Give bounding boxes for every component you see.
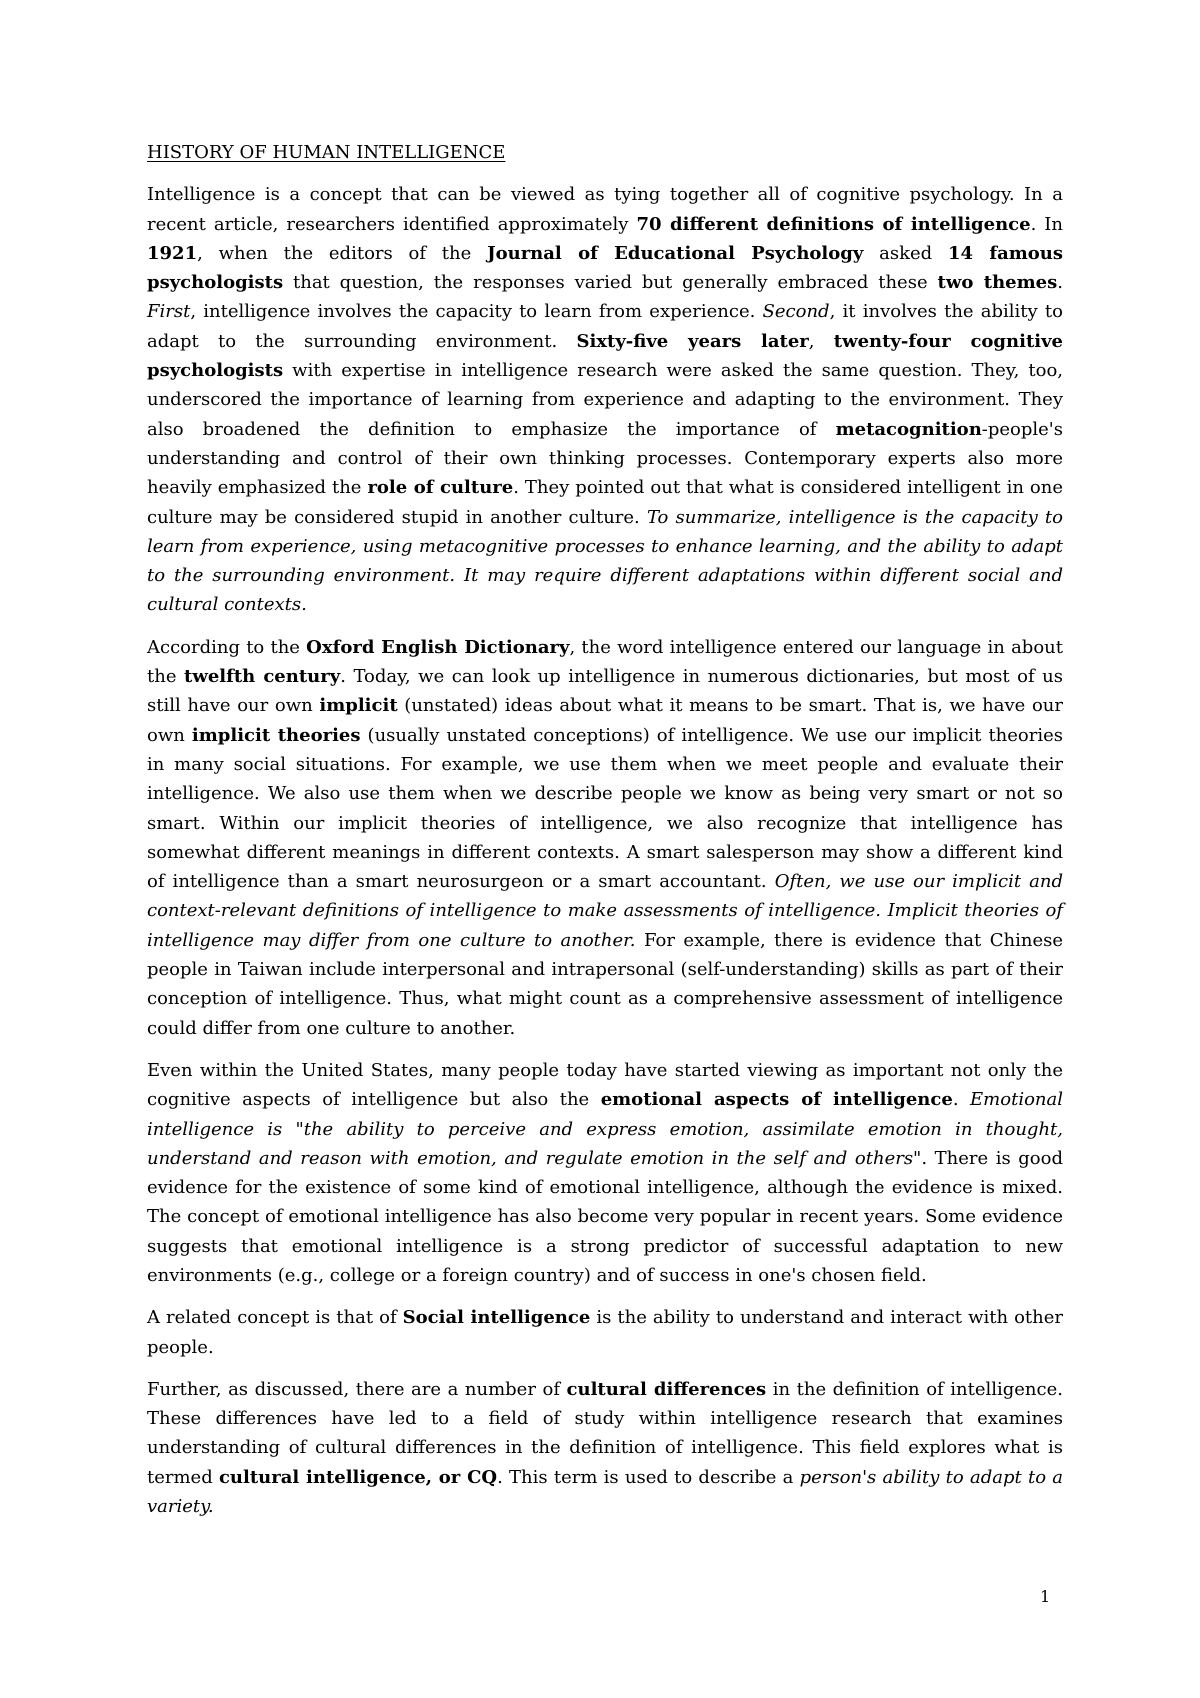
bold-text: Oxford English Dictionary bbox=[306, 636, 570, 658]
italic-text: First bbox=[147, 301, 191, 323]
bold-text: cultural intelligence, or CQ bbox=[218, 1466, 498, 1488]
paragraph-intro bbox=[147, 180, 1063, 619]
body-text: For example, there is evidence that Chinese people in Taiwan include interpersonal and intrapersonal (self-understanding) skills as part of their conception of intelligence. Thus, what might count as a comprehensive assessment of intelligence could differ from one culture to another. bbox=[147, 929, 1063, 1039]
body-text: According to the bbox=[147, 636, 307, 658]
body-text: , it involves the ability to adapt to the surrounding environment. bbox=[147, 301, 1063, 352]
body-text: is the ability to understand and interact with other people. bbox=[147, 1307, 1064, 1358]
body-text: -people's understanding and control of their own thinking processes. Contemporary experts also more heavily emphasized the bbox=[147, 418, 1063, 499]
body-text: A related concept is that of bbox=[147, 1307, 403, 1329]
bold-text: role of culture bbox=[367, 477, 514, 499]
bold-text: implicit bbox=[319, 695, 398, 717]
body-text: . They pointed out that what is considered intelligent in one culture may be considered stupid in another culture. bbox=[147, 477, 1063, 528]
bold-text: implicit theories bbox=[191, 724, 361, 746]
page-number: 1 bbox=[1040, 1587, 1051, 1606]
document-title: HISTORY OF HUMAN INTELLIGENCE bbox=[147, 142, 506, 163]
body-text: . bbox=[952, 1089, 971, 1111]
body-text: , when the editors of the bbox=[197, 242, 488, 264]
paragraph-social-intelligence bbox=[147, 1303, 1063, 1362]
body-text: . Today, we can look up intelligence in numerous dictionaries, but most of us still have our own bbox=[147, 666, 1064, 717]
body-text: (usually unstated conceptions) of intelligence. We use our implicit theories in many social situations. For example, we use them when we meet people and evaluate their intelligence. We also use them when we describe people we know as being very smart or not so smart. Within our implicit theories of intelligence, we also recognize that intelligence has somewhat different meanings in different contexts. A smart salesperson may show a different kind of intelligence than a smart neurosurgeon or a smart accountant. bbox=[147, 724, 1064, 893]
bold-text: 70 different definitions of intelligence bbox=[636, 213, 1031, 235]
bold-text: cultural differences bbox=[566, 1378, 767, 1400]
body-text: Intelligence is a concept that can be viewed as tying together all of cognitive psychology. In a recent article, researchers identified approximately bbox=[147, 184, 1063, 235]
italic-text: To summarize, intelligence is the capacity to learn from experience, using metacognitive processes to enhance learning, and the ability to adapt to the surrounding environment. It may require different adaptations within different social and cultural contexts. bbox=[147, 506, 1063, 616]
bold-text: Social intelligence bbox=[402, 1307, 591, 1329]
bold-text: twelfth century bbox=[184, 666, 341, 688]
body-text: . In bbox=[1030, 213, 1064, 235]
body-text: with expertise in intelligence research were asked the same question. They, too, underscored the importance of learning from experience and adapting to the environment. They also broadened the definition to emphasize the importance of bbox=[147, 360, 1063, 440]
document-page bbox=[147, 138, 1063, 1534]
bold-text: 14 famous psychologists bbox=[147, 242, 1064, 294]
paragraph-cultural-intelligence bbox=[147, 1375, 1063, 1521]
paragraph-oxford-dictionary bbox=[147, 633, 1063, 1043]
body-text: asked bbox=[863, 242, 948, 264]
bold-text: emotional aspects of intelligence bbox=[600, 1089, 953, 1111]
body-text: in the definition of intelligence. These differences have led to a field of study within intelligence research that examines understanding of cultural differences in the definition of intelligence. This field explores what is termed bbox=[147, 1378, 1063, 1488]
bold-text: 1921 bbox=[147, 242, 198, 264]
body-text: Further, as discussed, there are a number of bbox=[147, 1378, 567, 1400]
bold-text: twenty-four cognitive psychologists bbox=[147, 330, 1064, 382]
italic-text: Second bbox=[762, 301, 830, 323]
paragraph-emotional-intelligence bbox=[147, 1056, 1063, 1290]
body-text: . There is good evidence for the existence of some kind of emotional intelligence, although the evidence is mixed. The concept of emotional intelligence has also become very popular in recent years. Some evidence suggests that emotional intelligence is a strong predictor of successful adaptation to new environments (e.g., college or a foreign country) and of success in one's chosen field. bbox=[147, 1147, 1064, 1286]
bold-text: two themes bbox=[937, 272, 1058, 294]
body-text: Even within the United States, many people today have started viewing as important not only the cognitive aspects of intelligence but also the bbox=[147, 1059, 1063, 1111]
body-text: . This term is used to describe a bbox=[497, 1466, 800, 1488]
body-text: , bbox=[808, 330, 834, 352]
italic-text: person's ability to adapt to a variety. bbox=[147, 1466, 1063, 1518]
bold-text: Journal of Educational Psychology bbox=[487, 242, 864, 264]
italic-text: Emotional intelligence is "the ability to perceive and express emotion, assimilate emotion in thought, understand and reason with emotion, and regulate emotion in the self and others" bbox=[147, 1089, 1063, 1169]
body-text: , intelligence involves the capacity to learn from experience. bbox=[190, 301, 763, 323]
body-text: , the word intelligence entered our language in about the bbox=[147, 636, 1063, 688]
body-text: (unstated) ideas about what it means to be smart. That is, we have our own bbox=[147, 695, 1064, 746]
bold-text: Sixty-five years later bbox=[576, 330, 809, 352]
body-text: . bbox=[1057, 272, 1063, 294]
body-text: that question, the responses varied but generally embraced these bbox=[283, 272, 938, 294]
italic-text: Often, we use our implicit and context-relevant definitions of intelligence to make assessments of intelligence. Implicit theories of intelligence may differ from one culture to another. bbox=[147, 871, 1063, 951]
bold-text: metacognition bbox=[835, 418, 982, 440]
